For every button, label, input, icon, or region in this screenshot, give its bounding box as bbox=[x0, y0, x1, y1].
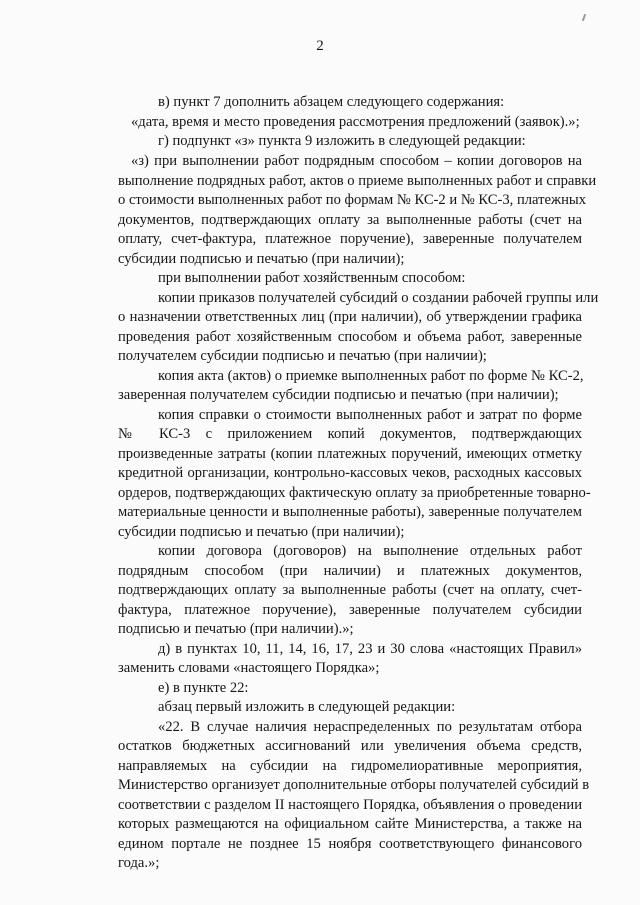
text-line: «22. В случае наличия нераспределенных по результатам отбора bbox=[158, 719, 582, 735]
text-line: ордеров, подтверждающих фактическую оплату за приобретенные товарно- bbox=[118, 485, 591, 501]
text-line: о назначении ответственных лиц (при наличии), об утверждении графика bbox=[118, 309, 582, 325]
text-line: «дата, время и место проведения рассмотрения предложений (заявок).»; bbox=[131, 114, 580, 130]
text-line: е) в пункте 22: bbox=[158, 680, 249, 696]
text-line: д) в пунктах 10, 11, 14, 16, 17, 23 и 30 слова «настоящих Правил» bbox=[158, 641, 582, 657]
text-line: абзац первый изложить в следующей редакции: bbox=[158, 699, 456, 715]
text-line: проведения работ хозяйственным способом и объема работ, заверенные bbox=[118, 329, 582, 345]
text-line: соответствии с разделом II настоящего Порядка, объявления о проведении bbox=[118, 797, 582, 813]
text-line: подрядным способом (при наличии) и платежных документов, bbox=[118, 563, 582, 579]
text-line: копии приказов получателей субсидий о создании рабочей группы или bbox=[158, 290, 599, 306]
text-line: получателем субсидии подписью и печатью (при наличии); bbox=[118, 348, 487, 364]
text-line: в) пункт 7 дополнить абзацем следующего содержания: bbox=[158, 94, 505, 110]
text-line: которых размещаются на официальном сайте Министерства, а также на bbox=[118, 816, 582, 832]
text-line: оплату, счет-фактура, платежное поручение), заверенные получателем bbox=[118, 231, 582, 247]
text-line: при выполнении работ хозяйственным способом: bbox=[158, 270, 466, 286]
text-line: выполнение подрядных работ, актов о приеме выполненных работ и справки bbox=[118, 173, 597, 189]
text-line: заверенная получателем субсидии подписью и печатью (при наличии); bbox=[118, 387, 559, 403]
text-line: субсидии подписью и печатью (при наличии); bbox=[118, 524, 405, 540]
text-line: копии договора (договоров) на выполнение отдельных работ bbox=[158, 543, 582, 559]
text-line: фактура, платежное поручение), заверенные получателем субсидии bbox=[118, 602, 582, 618]
text-line: копия справки о стоимости выполненных работ и затрат по форме bbox=[158, 407, 582, 423]
text-line: направляемых на субсидии на гидромелиоративные мероприятия, bbox=[118, 758, 582, 774]
text-line: едином портале не позднее 15 ноября соответствующего финансового bbox=[118, 836, 582, 852]
text-line: «з) при выполнении работ подрядным способом – копии договоров на bbox=[131, 153, 582, 169]
text-line: № КС-3 с приложением копий документов, подтверждающих bbox=[118, 426, 582, 442]
text-line: копия акта (актов) о приемке выполненных работ по форме № КС-2, bbox=[158, 368, 584, 384]
text-line: подписью и печатью (при наличии).»; bbox=[118, 621, 354, 637]
text-line: остатков бюджетных ассигнований или увеличения объема средств, bbox=[118, 738, 582, 754]
text-line: кредитной организации, контрольно-кассовых чеков, расходных кассовых bbox=[118, 465, 582, 481]
text-line: произведенные затраты (копии платежных поручений, имеющих отметку bbox=[118, 446, 582, 462]
text-line: материальные ценности и выполненные работы), заверенные получателем bbox=[118, 504, 582, 520]
text-line: г) подпункт «з» пункта 9 изложить в следующей редакции: bbox=[158, 133, 526, 149]
text-line: Министерство организует дополнительные отборы получателей субсидий в bbox=[118, 777, 590, 793]
text-line: подтверждающих оплату за выполненные работы (счет на оплату, счет- bbox=[118, 582, 582, 598]
text-line: субсидии подписью и печатью (при наличии); bbox=[118, 251, 405, 267]
text-line: документов, подтверждающих оплату за выполненные работы (счет на bbox=[118, 212, 582, 228]
pen-mark bbox=[582, 14, 586, 21]
page-number: 2 bbox=[316, 38, 324, 54]
text-line: заменить словами «настоящего Порядка»; bbox=[118, 660, 380, 676]
text-line: года.»; bbox=[118, 855, 160, 871]
text-line: о стоимости выполненных работ по формам № КС-2 и № КС-3, платежных bbox=[118, 192, 586, 208]
